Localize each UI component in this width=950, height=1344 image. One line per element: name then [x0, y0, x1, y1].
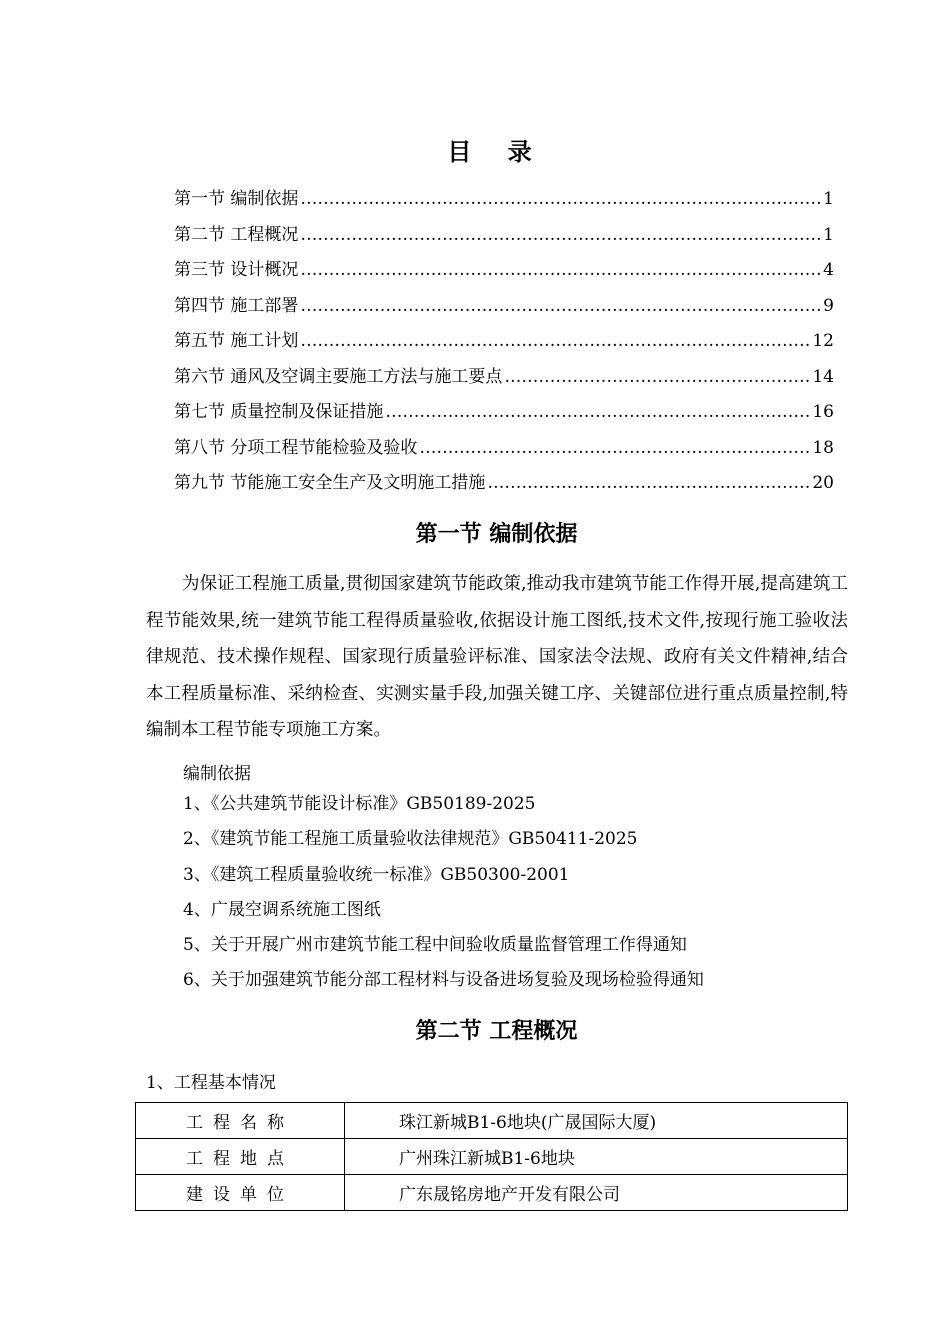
toc-title: 目 录 — [447, 137, 546, 166]
basis-list — [183, 787, 863, 999]
toc-item-page: 4 — [823, 260, 834, 280]
toc-item-page: 16 — [812, 402, 834, 422]
toc-leader-dots — [385, 404, 810, 421]
section-2-heading: 第二节 工程概况 — [415, 1018, 578, 1044]
toc-item[interactable] — [174, 362, 834, 398]
section-1-heading: 第一节 编制依据 — [415, 521, 578, 547]
basis-title: 编制依据 — [183, 764, 251, 784]
toc-item[interactable] — [174, 255, 834, 291]
toc-item[interactable] — [174, 433, 834, 469]
toc-item-page: 9 — [823, 295, 834, 316]
basis-item: 1、《公共建筑节能设计标准》GB50189-2025 — [183, 794, 536, 814]
basis-item: 2、《建筑节能工程施工质量验收法律规范》GB50411-2025 — [183, 829, 638, 850]
toc-item[interactable] — [174, 184, 834, 220]
toc-leader-dots — [487, 475, 810, 492]
toc-item-label: 第七节 质量控制及保证措施 — [174, 402, 384, 422]
basis-item: 3、《建筑工程质量验收统一标准》GB50300-2001 — [183, 864, 570, 885]
table-row — [136, 1139, 848, 1175]
table-row — [136, 1175, 848, 1211]
toc-item-label: 第一节 编制依据 — [174, 189, 299, 209]
section-1-paragraph — [146, 566, 848, 749]
toc-leader-dots — [300, 227, 821, 244]
toc-item-label: 第三节 设计概况 — [174, 260, 299, 280]
toc-item-label: 第四节 施工部署 — [174, 295, 299, 316]
toc-item[interactable] — [174, 397, 834, 433]
toc-item-label: 第九节 节能施工安全生产及文明施工措施 — [174, 473, 486, 493]
table-cell-value: 广东晟铭房地产开发有限公司 — [345, 1175, 848, 1211]
toc-item-page: 12 — [812, 331, 834, 351]
toc-leader-dots — [419, 440, 810, 457]
table-row — [136, 1103, 848, 1139]
project-info-subheading: 1、工程基本情况 — [146, 1073, 276, 1093]
toc-item-page: 1 — [823, 224, 834, 245]
toc-item-label: 第八节 分项工程节能检验及验收 — [174, 437, 418, 458]
toc-item[interactable] — [174, 291, 834, 327]
toc-item-page: 1 — [823, 189, 834, 209]
toc-leader-dots — [300, 262, 821, 279]
project-info-table — [135, 1102, 848, 1211]
toc-leader-dots — [300, 191, 821, 208]
basis-item: 5、关于开展广州市建筑节能工程中间验收质量监督管理工作得通知 — [183, 935, 687, 956]
toc-item-page: 14 — [812, 366, 834, 387]
table-cell-label: 工程名称 — [136, 1103, 345, 1139]
table-cell-value: 广州珠江新城B1-6地块 — [345, 1139, 848, 1175]
table-of-contents — [174, 184, 834, 504]
toc-item[interactable] — [174, 468, 834, 504]
section-1-paragraph-text: 为保证工程施工质量,贯彻国家建筑节能政策,推动我市建筑节能工作得开展,提高建筑工程节能效果,统一建筑节能工程得质量验收,依据设计施工图纸,技术文件,按现行施工验收法律规范、技术操作规程、国家现行质量验评标准、国家法令法规、政府有关文件精神,结合本工程质量标准、采纳检查、实测实量手段,加强关键工序、关键部位进行重点质量控制,特编制本工程节能专项施工方案。 — [146, 574, 848, 740]
basis-item: 6、关于加强建筑节能分部工程材料与设备进场复验及现场检验得通知 — [183, 970, 704, 991]
toc-item-page: 18 — [812, 437, 834, 458]
toc-leader-dots — [504, 369, 810, 386]
toc-item-label: 第六节 通风及空调主要施工方法与施工要点 — [174, 366, 503, 387]
toc-item-label: 第五节 施工计划 — [174, 331, 299, 351]
toc-leader-dots — [300, 298, 821, 315]
table-cell-label: 工程地点 — [136, 1139, 345, 1175]
basis-item: 4、广晟空调系统施工图纸 — [183, 899, 381, 920]
table-cell-label: 建设单位 — [136, 1175, 345, 1211]
toc-item[interactable] — [174, 326, 834, 362]
toc-leader-dots — [300, 333, 810, 350]
toc-item-label: 第二节 工程概况 — [174, 224, 299, 245]
toc-item[interactable] — [174, 220, 834, 256]
toc-item-page: 20 — [812, 473, 834, 493]
table-cell-value: 珠江新城B1-6地块(广晟国际大厦) — [345, 1103, 848, 1139]
